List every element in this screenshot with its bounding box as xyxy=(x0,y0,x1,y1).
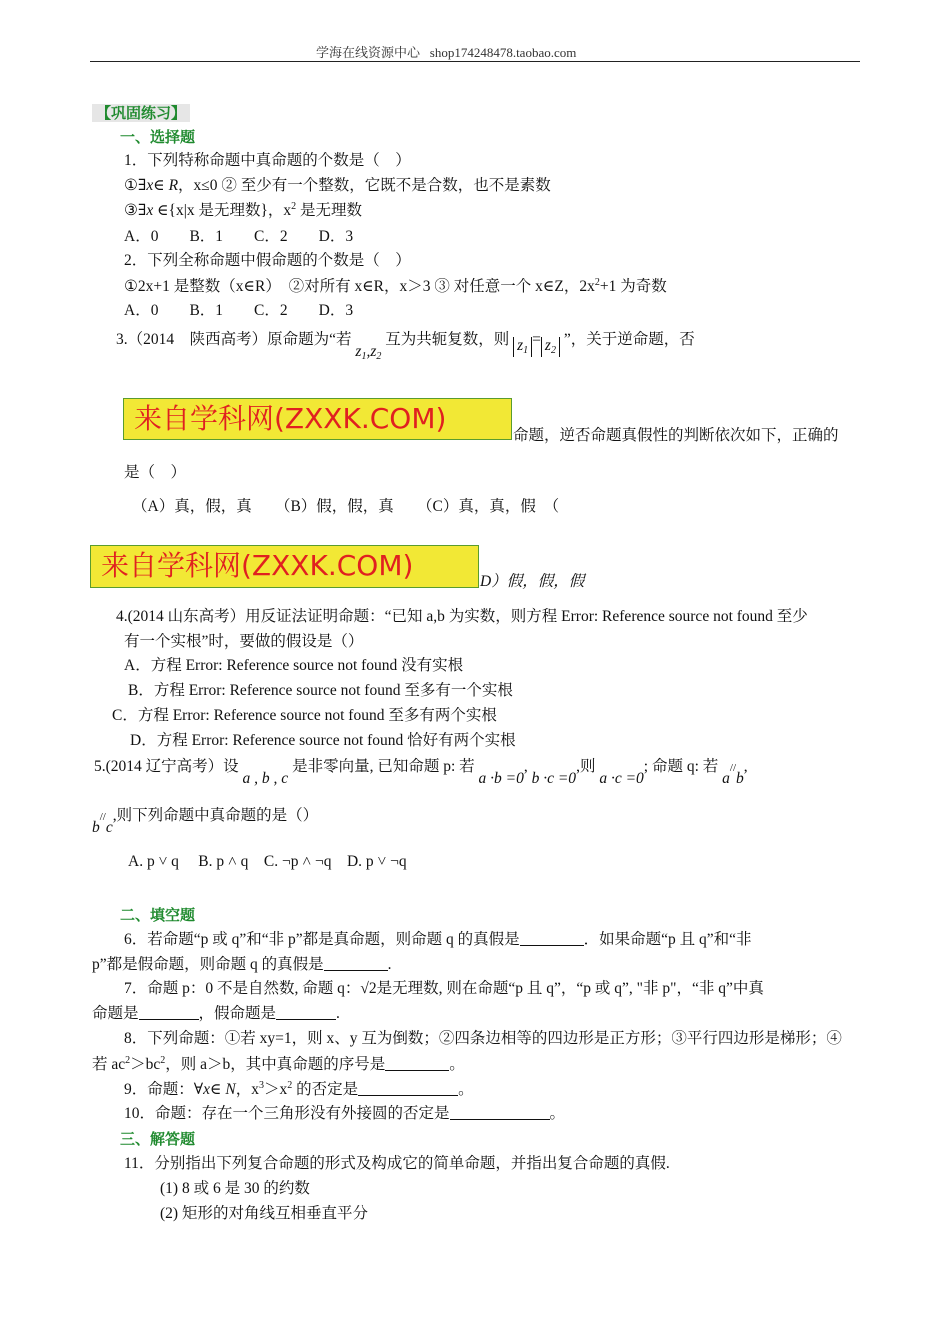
q7-line2: 命题是 ，假命题是 . xyxy=(92,1005,340,1022)
header-title: 学海在线资源中心 xyxy=(316,45,421,60)
q2-line1: ①2x+1 是整数（x∈R） ②对所有 x∈R，x＞3 ③ 对任意一个 x∈Z，$2x^2+1$ 为奇数 xyxy=(124,277,667,295)
q4-option-b: B．方程 Error: Reference source not found 至多有一个实根 xyxy=(128,682,513,699)
section-answer-title: 三、解答题 xyxy=(120,1130,196,1148)
section-choice-title: 一、选择题 xyxy=(120,128,196,146)
section-tag: 【巩固练习】 xyxy=(92,104,190,122)
section-fill-title: 二、填空题 xyxy=(120,906,196,924)
q6-line1: 6．若命题“p 或 q”和“非 p”都是真命题，则命题 q 的真假是 ．如果命题“p 且 q”和“非 xyxy=(124,931,752,948)
q1-line2: ③∃x ∈{x|x 是无理数}，$x^2$ 是无理数 xyxy=(124,201,363,219)
q4-stem-line1: 4.(2014 山东高考）用反证法证明命题：“已知 a,b 为实数，则方程 Error: Reference source not found 至少 xyxy=(116,608,808,625)
q3-options: （A）真，假，真 （B）假，假，真 （C）真，真，假 （ xyxy=(132,498,560,515)
q11-stem: 11．分别指出下列复合命题的形式及构成它的简单命题，并指出复合命题的真假. xyxy=(124,1155,670,1172)
q8-line1: 8．下列命题：①若 xy=1，则 x、y 互为倒数；②四条边相等的四边形是正方形；③平行四边形是梯形；④ xyxy=(124,1030,842,1047)
q4-stem-line2: 有一个实根”时，要做的假设是（） xyxy=(124,633,364,650)
q5-stem-line2: b//c,则下列命题中真命题的是（） xyxy=(92,807,319,836)
q3-line2: 命题，逆否命题真假性的判断依次如下，正确的 xyxy=(513,427,839,444)
q4-option-d: D．方程 Error: Reference source not found 恰好有两个实根 xyxy=(130,732,516,749)
q10-line: 10．命题：存在一个三角形没有外接圆的否定是 。 xyxy=(124,1105,566,1122)
q3-line3: 是（ ） xyxy=(124,464,187,481)
q1-stem: 1．下列特称命题中真命题的个数是（ ） xyxy=(124,152,411,169)
q5-stem-line1: 5.(2014 辽宁高考）设 a , b , c 是非零向量, 已知命题 p: 若 a ·b =0, b ·c =0,则 a ·c =0; 命题 q: 若 a//b, xyxy=(94,758,748,787)
q4-option-a: A．方程 Error: Reference source not found 没有实根 xyxy=(124,657,464,674)
q1-line1: ①∃x∈ R，x≤0 ② 至少有一个整数，它既不是合数，也不是素数 xyxy=(124,177,551,194)
q8-line2: 若 $ac^2>bc^2$，则 a＞b，其中真命题的序号是 。 xyxy=(92,1055,465,1073)
q11-sub2: (2) 矩形的对角线互相垂直平分 xyxy=(160,1205,368,1222)
q3-stem: 3.（2014 陕西高考）原命题为“若 $z_1,z_2$ 互为共轭复数，则 $z_1= z_2$ ”，关于逆命题，否 xyxy=(116,331,695,362)
q6-line2: p”都是假命题，则命题 q 的真假是 . xyxy=(92,956,392,973)
q3-option-d: D）假，假，假 xyxy=(480,573,585,590)
q4-option-c: C．方程 Error: Reference source not found 至多有两个实根 xyxy=(112,707,497,724)
header-rule xyxy=(90,61,860,62)
q1-options: A．0 B．1 C．2 D．3 xyxy=(124,228,354,245)
q7-line1: 7．命题 p：0 不是自然数, 命题 q：√2是无理数, 则在命题“p 且 q”，“p 或 q”, "非 p"，“非 q”中真 xyxy=(124,980,764,997)
q2-options: A．0 B．1 C．2 D．3 xyxy=(124,302,354,319)
q5-options: A. p ˅ q B. p ˄ q C. ¬p ˄ ¬q D. p ˅ ¬q xyxy=(128,853,407,870)
q2-stem: 2．下列全称命题中假命题的个数是（ ） xyxy=(124,252,411,269)
watermark-banner: 来自学科网(ZXXK.COM) xyxy=(123,398,512,440)
watermark-banner-2: 来自学科网(ZXXK.COM) xyxy=(90,545,479,588)
page-header xyxy=(316,45,576,61)
header-shop-url: shop174248478.taobao.com xyxy=(429,45,577,60)
q11-sub1: (1) 8 或 6 是 30 的约数 xyxy=(160,1180,310,1197)
q9-line: 9．命题：∀x∈ N，$x^3>x^2$ 的否定是 。 xyxy=(124,1080,474,1098)
